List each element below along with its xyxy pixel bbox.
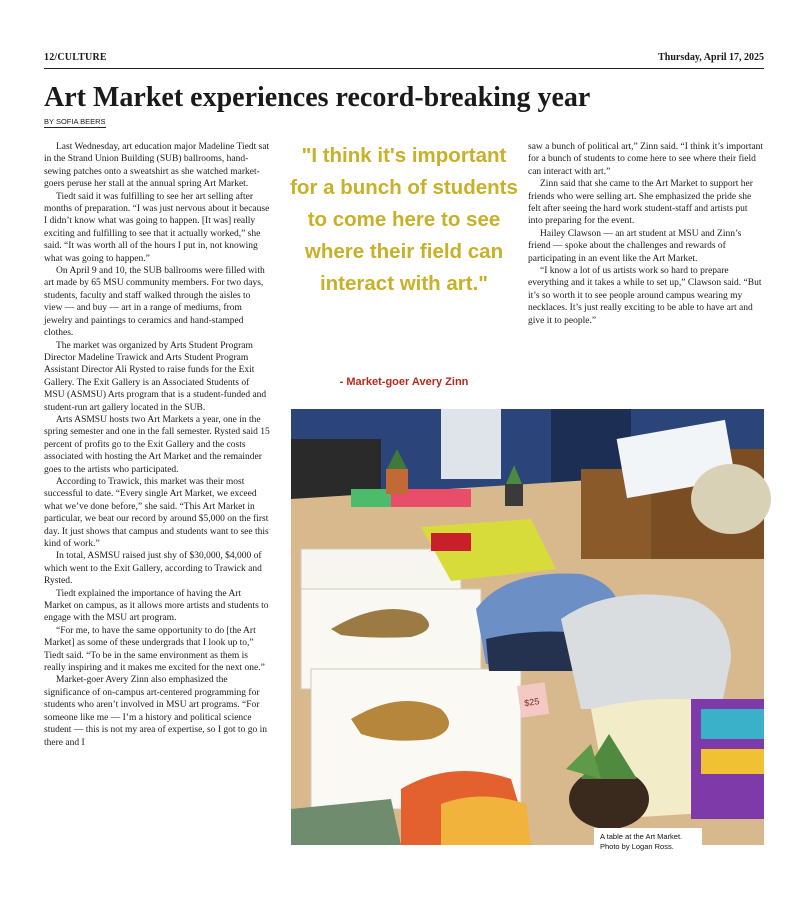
paragraph: Hailey Clawson — an art student at MSU and Zinn’s friend — spoke about the challenges and rewards of participating in an event like the Art Market. xyxy=(528,228,742,264)
paragraph: Last Wednesday, art education major Madeline Tiedt sat in the Strand Union Building (SUB) ballrooms, hand-sewing patches onto a sweatshirt as she watched market-goers peruse her stall at the annual spring Art Market. xyxy=(44,142,270,190)
article-column-1 xyxy=(44,141,270,861)
paragraph: On April 9 and 10, the SUB ballrooms were filled with art made by 65 MSU community members. For two days, students, faculty and staff walked through the aisles to view — and buy — art in a range of mediums, from jewelry and paintings to ceramics and hand-stamped clothes. xyxy=(44,266,265,339)
paragraph: In total, ASMSU raised just shy of $30,000, $4,000 of which went to the Exit Gallery, according to Trawick and Rysted. xyxy=(44,551,262,587)
byline: BY SOFIA BEERS xyxy=(44,117,106,126)
header-rule xyxy=(44,68,764,69)
paragraph: According to Trawick, this market was their most successful to date. “Every single Art Market, we exceed what we’ve done before,” she said. “This Art Market in particular, we beat our record by around $5,000 on the first day. It just shows that campus and students want to see this kind of work.” xyxy=(44,476,269,549)
headline: Art Market experiences record-breaking year xyxy=(44,82,591,113)
paragraph: saw a bunch of political art,” Zinn said. “I think it’s important for a bunch of students to come here to see where their field can interact with art.” xyxy=(528,142,764,177)
section-label: 12/CULTURE xyxy=(44,52,107,63)
photo-caption xyxy=(594,828,702,856)
caption-line-1: A table at the Art Market. xyxy=(600,832,683,841)
paragraph: The market was organized by Arts Student Program Director Madeline Trawick and Arts Student Program Assistant Director Ali Rysted to raise funds for the Exit Gallery. The Exit Gallery is an Associated Students of MSU (ASMSU) Arts program that is a student-funded and student-run art gallery located in the SUB. xyxy=(44,340,267,413)
paragraph: Arts ASMSU hosts two Art Markets a year, one in the spring semester and one in the fall semester. Rysted said 15 percent of profits go to the Exit Gallery and the costs associated with hosting the Art Market and the remainder goes to the artists who participated. xyxy=(44,414,270,475)
paragraph: Zinn said that she came to the Art Market to support her friends who were selling art. She emphasized the pride she felt after seeing the hard work student-staff and artists put into preparing for the event. xyxy=(528,179,753,227)
paragraph: Market-goer Avery Zinn also emphasized the significance of on-campus art-centered programming for students who aren’t involved in MSU art programs. “For someone like me — I’m a history and political science student — this is not my area of expertise, so I got to go in there and I xyxy=(44,675,267,748)
price-tag-text: $25 xyxy=(523,696,540,709)
caption-line-2: Photo by Logan Ross. xyxy=(600,842,674,851)
pull-quote-attribution: - Market-goer Avery Zinn xyxy=(339,376,469,388)
paragraph: Tiedt explained the importance of having the Art Market on campus, as it allows more artists and students to engage with the MSU art program. xyxy=(44,588,269,624)
paragraph: “I know a lot of us artists work so hard to prepare everything and it takes a while to set up,” Clawson said. “But it’s so worth it to see people around campus wearing my necklaces. It’s just really exciting to be able to have art and give it to people.” xyxy=(528,266,762,326)
art-market-photo xyxy=(291,409,764,851)
paragraph: Tiedt said it was fulfilling to see her art selling after months of preparation. “I was just nervous about it because I didn’t know what was going to happen. [It was] really exciting and fulfilling to see that it actually worked,” she said. “It was worth all of the hours I put in, not knowing what was going to happen.” xyxy=(44,191,270,264)
paragraph: “For me, to have the same opportunity to do [the Art Market] as some of these undergrads that I look up to,” Tiedt said. “To be in the same environment as them is really inspiring and it makes me excited for the next one.” xyxy=(44,625,265,674)
pull-quote: "I think it's important for a bunch of students to come here to see where their field can interact with art." xyxy=(290,144,518,295)
article-column-3 xyxy=(528,141,764,377)
issue-date: Thursday, April 17, 2025 xyxy=(658,52,764,63)
